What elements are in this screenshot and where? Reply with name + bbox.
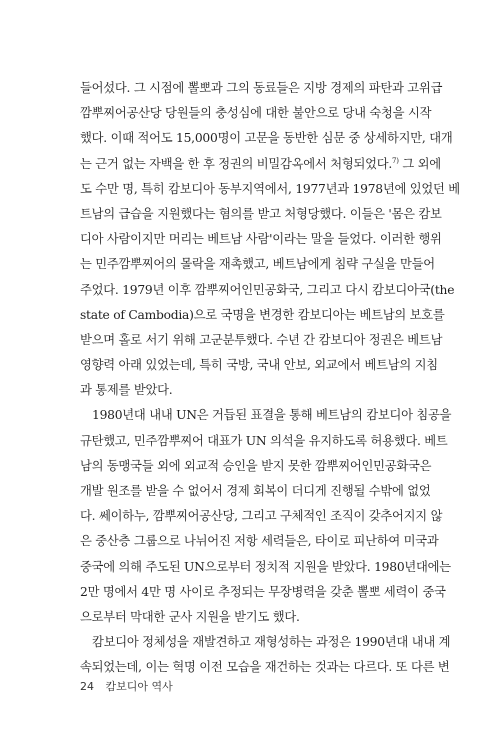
text-line: 주었다. 1979년 이후 깜뿌찌어인민공화국, 그리고 다시 캄보디아국(the <box>80 282 455 297</box>
text-line: 중국에 의해 주도된 UN으로부터 정치적 지원을 받았다. 1980년대에는 <box>80 559 451 574</box>
text-line-tail: 그 외에 <box>398 156 441 171</box>
text-line: 과 통제를 받았다. <box>80 383 173 398</box>
running-title: 캄보디아 역사 <box>105 680 173 693</box>
text-line: state of Cambodia)으로 국명을 변경한 캄보디아는 베트남의 보호를 <box>80 307 445 322</box>
text-line: 개발 원조를 받을 수 없어서 경제 회복이 더디게 진행될 수밖에 없었 <box>80 484 431 498</box>
text-line-with-footnote <box>80 152 441 177</box>
page-footer <box>80 678 173 694</box>
text-line: 2만 명에서 4만 명 사이로 추정되는 무장병력을 갖춘 뽈뽀 세력이 중국 <box>80 584 446 599</box>
paragraph-1 <box>80 76 460 403</box>
text-line: 도 수만 명, 특히 캄보디아 동부지역에서, 1977년과 1978년에 있었던 베 <box>80 181 460 196</box>
text-line: 1980년대 내내 UN은 거듭된 표결을 통해 베트남의 캄보디아 침공을 <box>92 408 452 423</box>
text-line: 남의 동맹국들 외에 외교적 승인을 받지 못한 깜뿌찌어인민공화국은 <box>80 458 432 473</box>
body-text <box>80 76 460 681</box>
text-line-start: 는 근거 없는 자백을 한 후 정권의 비밀감옥에서 처형되었다. <box>80 156 393 171</box>
text-line: 디아 사람이지만 머리는 베트남 사람'이라는 말을 들었다. 이러한 행위 <box>80 232 442 247</box>
text-line: 다. 쎄이하누, 깜뿌찌어공산당, 그리고 구체적인 조직이 갖추어지지 않 <box>80 509 443 524</box>
text-line: 캄보디아 정체성을 재발견하고 재형성하는 과정은 1990년대 내내 계 <box>92 635 451 650</box>
text-line: 들어섰다. 그 시점에 뽈뽀과 그의 동료들은 지방 경제의 파탄과 고위급 <box>80 81 443 95</box>
paragraph-3 <box>80 630 451 680</box>
text-line: 했다. 이때 적어도 15,000명이 고문을 동반한 심문 중 상세하지만, 대개 <box>80 131 453 146</box>
text-line: 트남의 급습을 지원했다는 혐의를 받고 처형당했다. 이들은 '몸은 캄보 <box>80 206 442 221</box>
text-line: 는 민주깜뿌찌어의 몰락을 재촉했고, 베트남에게 침략 구실을 만들어 <box>80 257 435 272</box>
text-line: 깜뿌찌어공산당 당원들의 충성심에 대한 불안으로 당내 숙청을 시작 <box>80 106 432 121</box>
text-line: 영향력 아래 있었는데, 특히 국방, 국내 안보, 외교에서 베트남의 지침 <box>80 358 438 373</box>
footnote-ref[interactable]: 7) <box>392 156 399 165</box>
text-line: 속되었는데, 이는 혁명 이전 모습을 재건하는 것과는 다르다. 또 다른 변 <box>80 660 450 675</box>
paragraph-2 <box>80 403 452 630</box>
text-line: 규탄했고, 민주깜뿌찌어 대표가 UN 의석을 유지하도록 허용했다. 베트 <box>80 433 448 448</box>
text-line: 받으며 홀로 서기 위해 고군분투했다. 수년 간 캄보디아 정권은 베트남 <box>80 332 443 347</box>
page-number: 24 <box>80 680 94 693</box>
text-line: 은 중산층 그룹으로 나뉘어진 저항 세력들은, 타이로 피난하여 미국과 <box>80 534 439 549</box>
text-line: 으로부터 막대한 군사 지원을 받기도 했다. <box>80 609 300 624</box>
